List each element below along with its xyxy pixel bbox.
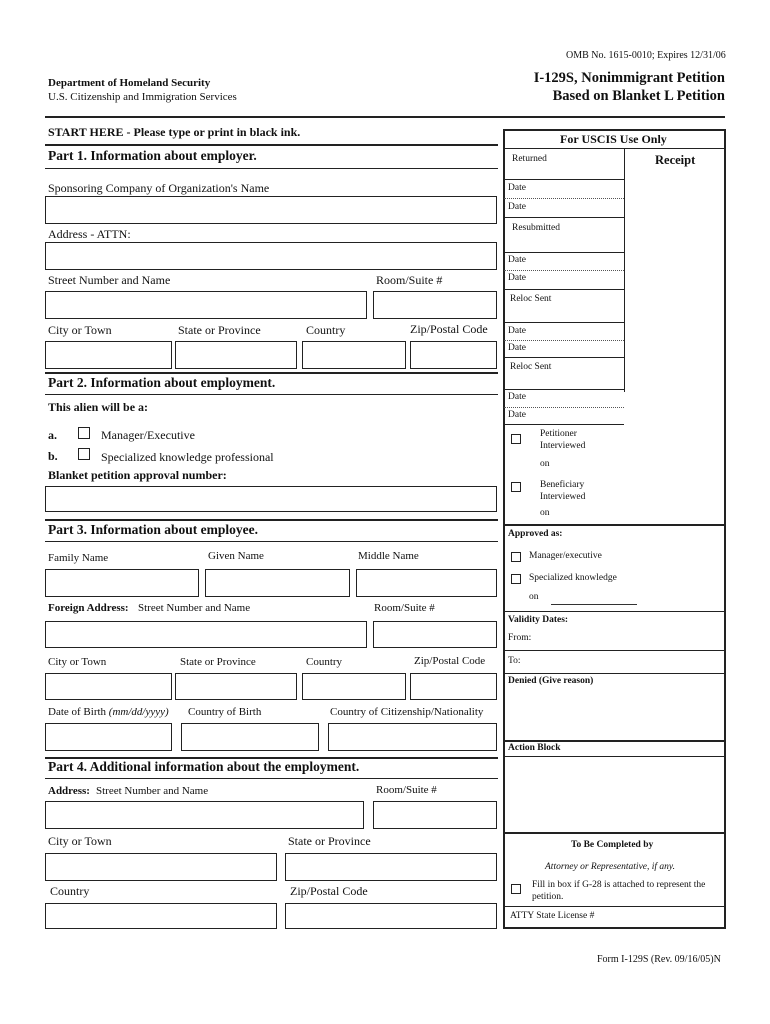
employee-zip-field[interactable] [410,673,497,700]
part4-country-field[interactable] [45,903,277,929]
family-name-field[interactable] [45,569,199,597]
approved-specialized-checkbox[interactable] [511,574,521,584]
part4-zip-field[interactable] [285,903,497,929]
employee-state-label: State or Province [180,656,256,668]
citizenship-label: Country of Citizenship/Nationality [330,706,484,718]
uscis-rule-7 [504,389,624,390]
employer-street-label: Street Number and Name [48,273,171,287]
uscis-rule-6 [504,357,624,358]
beneficiary-interviewed-line2: Interviewed [540,492,586,502]
birth-country-label: Country of Birth [188,706,262,718]
resubmitted-label: Resubmitted [512,223,561,233]
header-rule [45,116,725,118]
action-block-label: Action Block [508,743,561,753]
reloc-sent-label-1: Reloc Sent [510,294,552,304]
birth-country-field[interactable] [181,723,319,751]
subagency-name: U.S. Citizenship and Immigration Services [48,91,237,103]
date-label-3: Date [508,255,526,265]
part3-heading-rule [45,541,498,542]
uscis-receipt-divider [624,148,625,392]
employer-state-field[interactable] [175,341,297,369]
part3-heading: Part 3. Information about employee. [48,522,258,537]
omb-number: OMB No. 1615-0010; Expires 12/31/06 [566,50,726,61]
date-label-2: Date [508,202,526,212]
uscis-dotted-4 [504,407,624,408]
part4-country-label: Country [50,884,90,898]
employee-room-field[interactable] [373,621,497,648]
part4-zip-label: Zip/Postal Code [290,884,368,898]
part4-room-label: Room/Suite # [376,784,437,796]
approval-number-field[interactable] [45,486,497,512]
option-a-letter: a. [48,428,57,442]
agency-name: Department of Homeland Security [48,77,211,89]
validity-dates-label: Validity Dates: [508,615,569,625]
manager-executive-label: Manager/Executive [101,428,195,442]
employer-city-field[interactable] [45,341,172,369]
uscis-rule-5 [504,322,624,323]
reloc-sent-label-2: Reloc Sent [510,362,552,372]
uscis-validity-rule [504,611,725,612]
part1-top-rule [45,144,498,146]
denied-label: Denied (Give reason) [508,676,594,686]
employer-state-label: State or Province [178,323,261,337]
employer-street-field[interactable] [45,291,367,319]
part4-address-label: Address: [48,785,90,797]
uscis-action-sub-rule [504,756,725,757]
employee-city-field[interactable] [45,673,172,700]
validity-from-label: From: [508,633,532,643]
part4-city-label: City or Town [48,834,112,848]
uscis-attorney-rule [504,832,725,834]
employer-room-field[interactable] [373,291,497,319]
dob-format: (mm/dd/yyyy) [108,706,169,718]
part4-city-field[interactable] [45,853,277,881]
employee-street-label: Street Number and Name [138,602,251,614]
specialized-knowledge-checkbox[interactable] [78,448,90,460]
g28-line2: petition. [532,892,564,902]
specialized-knowledge-label: Specialized knowledge professional [101,450,274,464]
returned-label: Returned [512,154,547,164]
part2-heading-rule [45,394,498,395]
employee-city-label: City or Town [48,656,107,668]
employer-country-field[interactable] [302,341,406,369]
beneficiary-interviewed-checkbox[interactable] [511,482,521,492]
employer-city-label: City or Town [48,323,112,337]
to-be-completed-label: To Be Completed by [571,840,654,850]
dob-label [48,706,169,718]
approved-specialized-label: Specialized knowledge [529,573,617,583]
validity-to-label: To: [508,656,521,666]
form-footer: Form I-129S (Rev. 09/16/05)N [597,954,721,965]
employee-room-label: Room/Suite # [374,602,435,614]
employer-country-label: Country [306,323,346,337]
form-title-line2: Based on Blanket L Petition [552,88,725,104]
uscis-rule-3 [504,252,624,253]
employee-state-field[interactable] [175,673,297,700]
g28-checkbox[interactable] [511,884,521,894]
part4-state-label: State or Province [288,834,371,848]
date-label-6: Date [508,343,526,353]
approved-on-underline [551,604,637,605]
uscis-dotted-1 [504,198,624,199]
employee-zip-label: Zip/Postal Code [414,655,486,667]
foreign-address-label: Foreign Address: [48,602,129,614]
part1-heading-rule [45,168,498,169]
atty-license-label: ATTY State License # [510,911,595,921]
date-label-4: Date [508,273,526,283]
part2-top-rule [45,372,498,374]
part2-heading: Part 2. Information about employment. [48,375,276,390]
form-title-line1: I-129S, Nonimmigrant Petition [533,70,725,86]
date-label-1: Date [508,183,526,193]
part4-heading-rule [45,778,498,779]
employer-zip-label: Zip/Postal Code [410,322,488,336]
petitioner-interviewed-line2: Interviewed [540,441,586,451]
dob-field[interactable] [45,723,172,751]
given-name-field[interactable] [205,569,350,597]
employer-room-label: Room/Suite # [376,273,443,287]
family-name-label: Family Name [48,552,109,564]
address-attn-field[interactable] [45,242,497,270]
uscis-approved-rule [504,524,725,526]
approved-manager-label: Manager/executive [529,551,602,561]
alien-will-be-label: This alien will be a: [48,400,149,414]
date-label-7: Date [508,392,526,402]
date-label-8: Date [508,410,526,420]
dob-label-text: Date of Birth [48,706,107,718]
part4-heading: Part 4. Additional information about the employment. [48,759,360,774]
middle-name-label: Middle Name [358,550,419,562]
g28-line1: Fill in box if G-28 is attached to represent the [532,880,706,890]
beneficiary-interviewed-line1: Beneficiary [540,480,585,490]
uscis-license-rule [504,906,725,907]
middle-name-field[interactable] [356,569,497,597]
given-name-label: Given Name [208,550,264,562]
employer-zip-field[interactable] [410,341,497,369]
option-b-letter: b. [48,449,58,463]
approved-manager-checkbox[interactable] [511,552,521,562]
approved-on-label: on [529,592,539,602]
part4-street-field[interactable] [45,801,364,829]
start-here-instruction: START HERE - Please type or print in black ink. [48,125,301,139]
uscis-dotted-3 [504,340,624,341]
part1-heading: Part 1. Information about employer. [48,148,257,163]
employee-country-field[interactable] [302,673,406,700]
attorney-label: Attorney or Representative, if any. [545,862,675,872]
part4-room-field[interactable] [373,801,497,829]
part4-state-field[interactable] [285,853,497,881]
approved-as-label: Approved as: [508,529,563,539]
company-name-field[interactable] [45,196,497,224]
uscis-header: For USCIS Use Only [560,132,667,146]
part3-top-rule [45,519,498,521]
address-attn-label: Address - ATTN: [48,227,131,241]
employee-country-label: Country [306,656,343,668]
company-name-label: Sponsoring Company of Organization's Name [48,181,270,195]
uscis-rule-1 [504,179,624,180]
employee-street-field[interactable] [45,621,367,648]
uscis-rule-2 [504,217,624,218]
beneficiary-on-label: on [540,508,550,518]
uscis-dotted-2 [504,270,624,271]
uscis-header-rule [504,148,725,149]
citizenship-field[interactable] [328,723,497,751]
uscis-from-rule [504,650,725,651]
receipt-label: Receipt [655,153,696,167]
manager-executive-checkbox[interactable] [78,427,90,439]
uscis-action-rule [504,740,725,742]
uscis-denied-rule [504,673,725,674]
uscis-rule-8 [504,424,624,425]
part4-street-label: Street Number and Name [96,785,209,797]
date-label-5: Date [508,326,526,336]
petitioner-interviewed-checkbox[interactable] [511,434,521,444]
uscis-rule-4 [504,289,624,290]
petitioner-interviewed-line1: Petitioner [540,429,577,439]
approval-number-label: Blanket petition approval number: [48,468,227,482]
petitioner-on-label: on [540,459,550,469]
